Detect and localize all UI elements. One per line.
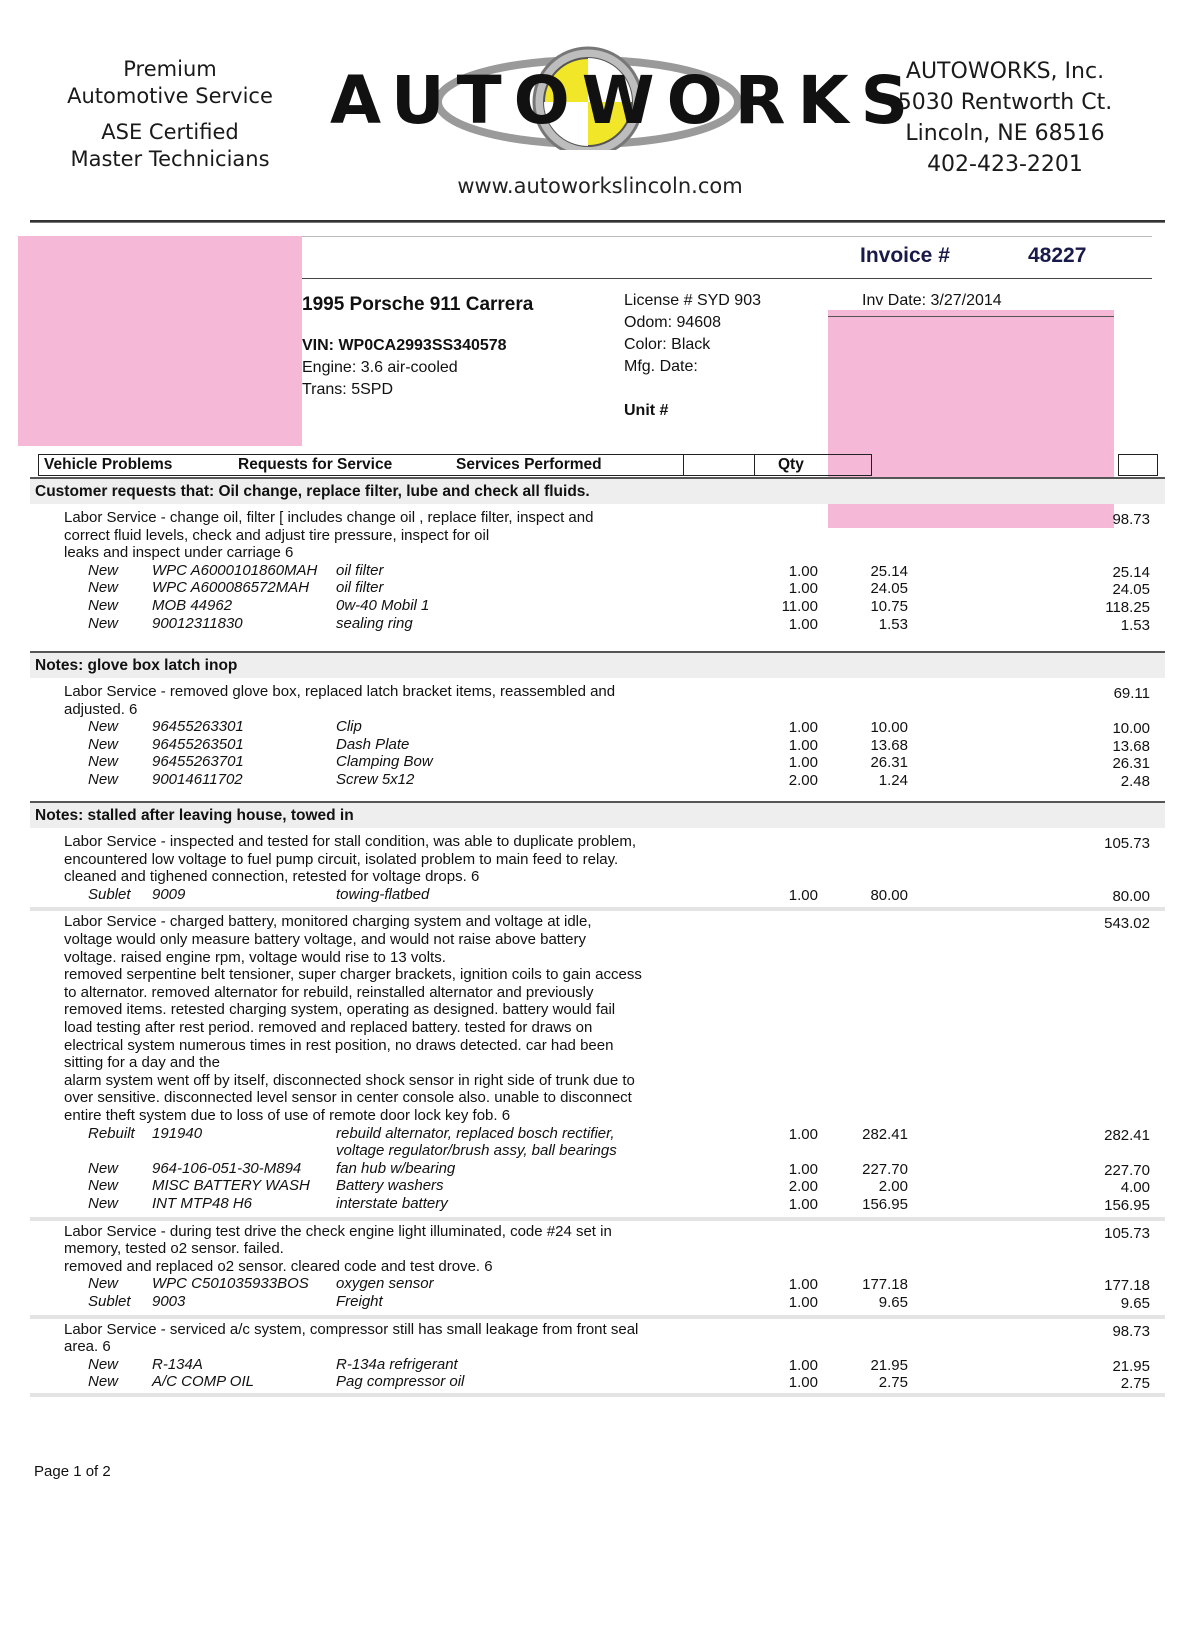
part-number: 191940 [152, 1124, 203, 1142]
column-box-mid [683, 454, 755, 476]
part-description: oil filter [336, 579, 384, 597]
part-number: WPC C501035933BOS [152, 1275, 309, 1293]
part-type: New [88, 1159, 119, 1177]
part-description: sealing ring [336, 614, 413, 632]
part-price: 2.00 [878, 1178, 908, 1196]
part-description: voltage regulator/brush assy, ball bearings [336, 1142, 617, 1160]
part-number: 96455263701 [152, 753, 244, 771]
part-type: New [88, 1275, 119, 1293]
labor-description-line: cleaned and tighened connection, retested for voltage drops. 6 [64, 868, 480, 886]
part-description: Pag compressor oil [336, 1373, 465, 1391]
labor-description-line: voltage would only measure battery voltage, and would not raise above battery [64, 931, 586, 948]
shop-website: www.autoworkslincoln.com [457, 174, 743, 198]
part-price: 1.53 [878, 615, 908, 633]
part-number: 90014611702 [152, 771, 243, 788]
trans-label: Trans: [302, 381, 347, 398]
license-value: SYD 903 [696, 292, 761, 309]
part-type: New [88, 561, 119, 579]
tagline-line: Premium [123, 57, 217, 81]
part-price: 13.68 [870, 736, 908, 754]
part-description: Dash Plate [336, 735, 410, 753]
part-total: 227.70 [1104, 1161, 1150, 1179]
invoice-top-rule [302, 236, 1152, 237]
vehicle-license [624, 292, 761, 310]
invoice-number: 48227 [1028, 244, 1087, 267]
part-qty: 1.00 [788, 736, 818, 754]
address-line: AUTOWORKS, Inc. [905, 59, 1105, 84]
redacted-customer-block [18, 236, 302, 446]
part-description: Screw 5x12 [336, 771, 415, 788]
color-value: Black [671, 336, 711, 353]
labor-description-line: sitting for a day and the [64, 1054, 220, 1072]
part-description: towing-flatbed [336, 885, 430, 903]
column-box-right [1118, 454, 1158, 476]
engine-value: 3.6 air-cooled [360, 359, 458, 376]
part-description: 0w-40 Mobil 1 [336, 597, 430, 614]
part-total: 24.05 [1112, 581, 1150, 599]
license-label: License # [624, 292, 693, 309]
tagline-line: Master Technicians [70, 147, 270, 171]
part-description: oxygen sensor [336, 1275, 434, 1293]
labor-description-line: Labor Service - during test drive the check engine light illuminated, code #24 set in [64, 1222, 612, 1240]
part-type: New [88, 1195, 119, 1212]
part-number: 96455263301 [152, 718, 244, 736]
part-number: MOB 44962 [152, 597, 233, 614]
part-number: MISC BATTERY WASH [152, 1177, 310, 1195]
autoworks-logo [320, 40, 921, 150]
labor-description-line: Labor Service - removed glove box, replaced latch bracket items, reassembled and [64, 683, 616, 700]
part-price: 80.00 [870, 886, 908, 904]
part-total: 13.68 [1112, 737, 1150, 755]
part-qty: 1.00 [788, 1196, 818, 1213]
part-number: R-134A [152, 1355, 203, 1373]
labor-description-line: entire theft system due to loss of use of remote door lock key fob. 6 [64, 1107, 511, 1124]
part-price: 25.14 [870, 562, 908, 580]
part-qty: 2.00 [788, 772, 818, 789]
part-type: New [88, 753, 119, 771]
part-description: fan hub w/bearing [336, 1159, 456, 1177]
part-total: 25.14 [1112, 563, 1150, 581]
part-qty: 1.00 [788, 615, 818, 633]
part-total: 10.00 [1112, 720, 1150, 738]
part-price: 282.41 [862, 1125, 908, 1143]
labor-description-line: area. 6 [64, 1338, 111, 1356]
part-description: Battery washers [336, 1177, 444, 1195]
labor-description-line: load testing after rest period. removed and replaced battery. tested for draws on [64, 1019, 593, 1036]
part-total: 282.41 [1104, 1126, 1150, 1144]
part-total: 1.53 [1120, 616, 1150, 634]
part-number: 9003 [152, 1293, 186, 1310]
part-price: 10.75 [870, 598, 908, 615]
part-price: 21.95 [870, 1356, 908, 1374]
part-qty: 1.00 [788, 562, 818, 580]
invoice-date [862, 292, 1002, 310]
part-price: 1.24 [878, 772, 908, 789]
part-price: 9.65 [878, 1294, 908, 1311]
labor-amount: 105.73 [1104, 835, 1150, 852]
labor-amount: 543.02 [1104, 915, 1150, 933]
labor-description-line: voltage. raised engine rpm, voltage would rise to 13 volts. [64, 948, 446, 966]
part-type: New [88, 614, 119, 632]
address-line: Lincoln, NE 68516 [905, 121, 1105, 146]
part-total: 2.48 [1120, 773, 1150, 790]
part-number: WPC A600086572MAH [152, 579, 310, 597]
date-rule [828, 316, 1114, 317]
part-total: 21.95 [1112, 1357, 1150, 1375]
part-price: 24.05 [870, 580, 908, 598]
invoice-label: Invoice # [860, 244, 950, 267]
part-qty: 1.00 [788, 1276, 818, 1294]
part-number: WPC A6000101860MAH [152, 561, 318, 579]
part-description: Clip [336, 718, 362, 736]
part-total: 26.31 [1112, 755, 1150, 773]
col-vehicle-problems: Vehicle Problems [44, 456, 173, 473]
part-qty: 1.00 [788, 886, 818, 904]
col-services-performed: Services Performed [456, 456, 602, 473]
part-type: New [88, 1355, 119, 1373]
vehicle-odometer [624, 314, 721, 332]
vehicle-vin [302, 337, 507, 355]
tagline-line: ASE Certified [101, 120, 239, 144]
labor-description-line: adjusted. 6 [64, 700, 138, 718]
labor-description-line: correct fluid levels, check and adjust tire pressure, inspect for oil [64, 526, 490, 544]
labor-description-line: Labor Service - serviced a/c system, compressor still has small leakage from front seal [64, 1320, 639, 1338]
part-description: R-134a refrigerant [336, 1355, 458, 1373]
part-number: INT MTP48 H6 [152, 1195, 253, 1212]
section-header [30, 801, 1165, 828]
part-type: New [88, 597, 119, 614]
part-qty: 1.00 [788, 1160, 818, 1178]
part-description: Clamping Bow [336, 753, 433, 771]
address-line: 402-423-2201 [927, 152, 1083, 177]
shop-address [880, 56, 1130, 180]
invoice-rule [302, 278, 1152, 279]
part-type: Sublet [88, 885, 131, 903]
logo-text: AUTOWORKS [330, 62, 921, 139]
part-number: 96455263501 [152, 735, 244, 753]
part-qty: 1.00 [788, 1356, 818, 1374]
part-number: A/C COMP OIL [152, 1373, 254, 1391]
part-type: New [88, 579, 119, 597]
vin-value: WP0CA2993SS340578 [338, 337, 507, 354]
labor-description-line: encountered low voltage to fuel pump circuit, isolated problem to main feed to relay. [64, 850, 619, 868]
address-line: 5030 Rentworth Ct. [897, 90, 1113, 115]
labor-description-line: memory, tested o2 sensor. failed. [64, 1240, 284, 1258]
header-divider [30, 220, 1165, 223]
labor-separator [30, 1315, 1165, 1319]
part-type: Sublet [88, 1293, 131, 1310]
part-total: 4.00 [1120, 1179, 1150, 1197]
labor-description-line: alarm system went off by itself, disconnected shock sensor in right side of trunk due to [64, 1071, 635, 1089]
color-label: Color: [624, 336, 667, 353]
section-title: Notes: stalled after leaving house, towed in [35, 807, 354, 824]
invoice-date-value: 3/27/2014 [930, 292, 1002, 309]
part-total: 156.95 [1104, 1197, 1150, 1214]
part-price: 227.70 [862, 1160, 908, 1178]
labor-description-line: to alternator. removed alternator for rebuild, reinstalled alternator and previously [64, 983, 594, 1001]
labor-separator [30, 907, 1165, 911]
labor-separator [30, 1217, 1165, 1221]
part-qty: 2.00 [788, 1178, 818, 1196]
trans-value: 5SPD [351, 381, 393, 398]
section-header [30, 651, 1165, 678]
part-qty: 1.00 [788, 719, 818, 737]
labor-amount: 98.73 [1112, 1322, 1150, 1340]
part-type: New [88, 1373, 119, 1391]
part-number: 964-106-051-30-M894 [152, 1159, 302, 1177]
part-type: New [88, 1177, 119, 1195]
labor-description-line: removed items. retested charging system, operating as designed. battery would fail [64, 1001, 616, 1019]
part-type: New [88, 735, 119, 753]
part-price: 2.75 [878, 1374, 908, 1392]
column-box-qty [754, 454, 872, 476]
part-qty: 1.00 [788, 1294, 818, 1311]
vehicle-unit: Unit # [624, 402, 669, 419]
section-title: Notes: glove box latch inop [35, 657, 238, 674]
part-type: New [88, 718, 119, 736]
vehicle-mfg-date: Mfg. Date: [624, 358, 698, 375]
part-qty: 1.00 [788, 1374, 818, 1392]
part-description: rebuild alternator, replaced bosch rectifier, [336, 1124, 615, 1142]
part-total: 2.75 [1120, 1375, 1150, 1393]
part-total: 118.25 [1105, 599, 1150, 616]
section-title: Customer requests that: Oil change, replace filter, lube and check all fluids. [35, 483, 590, 500]
part-description: Freight [336, 1293, 383, 1310]
part-total: 9.65 [1120, 1295, 1150, 1312]
vin-label: VIN: [302, 337, 334, 354]
part-qty: 1.00 [788, 1125, 818, 1143]
part-number: 9009 [152, 885, 186, 903]
labor-amount: 105.73 [1104, 1224, 1150, 1242]
labor-description-line: removed serpentine belt tensioner, super charger brackets, ignition coils to gain access [64, 966, 642, 984]
labor-description-line: removed and replaced o2 sensor. cleared code and test drove. 6 [64, 1257, 493, 1275]
tagline-line: Automotive Service [67, 84, 273, 108]
vehicle-title: 1995 Porsche 911 Carrera [302, 294, 534, 315]
invoice-date-label: Inv Date: [862, 292, 927, 309]
labor-description-line: Labor Service - change oil, filter [ includes change oil , replace filter, inspect and [64, 509, 594, 526]
part-qty: 1.00 [788, 754, 818, 772]
part-price: 177.18 [862, 1276, 908, 1294]
labor-amount: 69.11 [1113, 685, 1150, 702]
redacted-service-block [828, 310, 1114, 528]
part-description: oil filter [336, 561, 384, 579]
col-qty: Qty [778, 456, 804, 473]
col-requests: Requests for Service [238, 456, 393, 473]
labor-description-line: Labor Service - inspected and tested for stall condition, was able to duplicate problem, [64, 833, 636, 850]
vehicle-engine [302, 359, 458, 377]
part-description: interstate battery [336, 1195, 448, 1212]
part-price: 156.95 [862, 1196, 908, 1213]
column-header [38, 454, 1158, 476]
vehicle-trans [302, 381, 393, 399]
labor-description-line: leaks and inspect under carriage 6 [64, 544, 294, 562]
part-qty: 11.00 [781, 598, 818, 615]
labor-amount: 98.73 [1112, 511, 1150, 528]
labor-description-line: electrical system numerous times in rest position, no draws detected. car had been [64, 1036, 614, 1054]
part-qty: 1.00 [788, 580, 818, 598]
odom-label: Odom: [624, 314, 673, 331]
odom-value: 94608 [676, 314, 721, 331]
part-total: 177.18 [1104, 1277, 1150, 1295]
part-type: Rebuilt [88, 1124, 135, 1142]
vehicle-color [624, 336, 710, 354]
shop-tagline [40, 56, 300, 173]
part-type: New [88, 771, 119, 788]
part-number: 90012311830 [152, 614, 243, 632]
part-total: 80.00 [1112, 887, 1150, 905]
body-end-rule [30, 1393, 1165, 1397]
labor-description-line: Labor Service - charged battery, monitored charging system and voltage at idle, [64, 913, 592, 931]
labor-description-line: over sensitive. disconnected level sensor in center console also. unable to disconnect [64, 1089, 632, 1107]
engine-label: Engine: [302, 359, 357, 376]
part-price: 26.31 [870, 754, 908, 772]
part-price: 10.00 [870, 719, 908, 737]
page-number: Page 1 of 2 [34, 1463, 111, 1480]
